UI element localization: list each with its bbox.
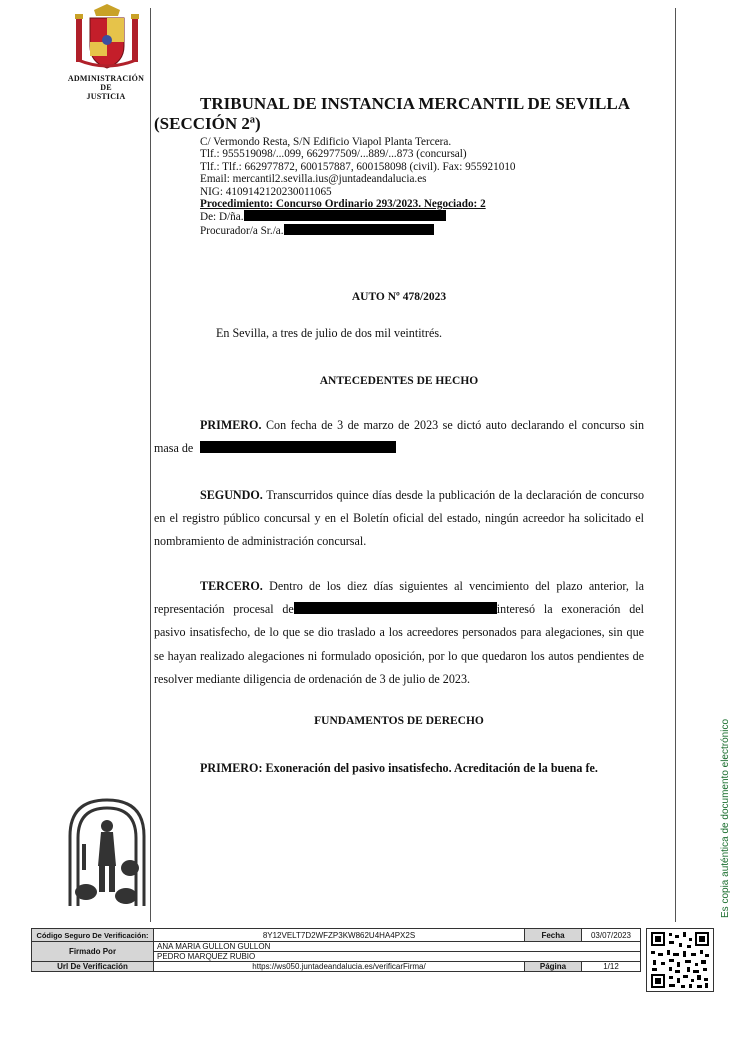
left-margin-line — [150, 8, 151, 922]
redaction-bar — [284, 224, 434, 235]
table-row — [32, 929, 641, 942]
administration-label — [58, 74, 154, 101]
p1-lead: PRIMERO. — [200, 418, 262, 432]
signed-by-label: Firmado Por — [32, 942, 154, 962]
phone-line-1: Tlf.: 955519098/...099, 662977509/...889/...873 (concursal) — [200, 148, 467, 161]
auto-title: AUTO Nº 478/2023 — [351, 291, 447, 303]
place-date: En Sevilla, a tres de julio de dos mil veintitrés. — [216, 326, 443, 340]
coat-of-arms-icon — [72, 2, 142, 72]
address-line: C/ Vermondo Resta, S/N Edificio Viapol Planta Tercera. — [200, 136, 452, 148]
authentic-copy-side-text: Es copia auténtica de documento electrónico — [720, 718, 731, 918]
right-margin-line — [675, 8, 676, 922]
paragraph-tercero — [154, 575, 644, 691]
court-title-text: TRIBUNAL DE INSTANCIA MERCANTIL DE SEVILLA (SECCIÓN 2ª) — [154, 94, 630, 133]
fundamento-primero-heading: PRIMERO: Exoneración del pasivo insatisfecho. Acreditación de la buena fe. — [200, 761, 598, 775]
redaction-bar — [200, 441, 396, 453]
junta-andalucia-logo-icon — [64, 796, 150, 908]
party-line — [200, 210, 516, 223]
p3-text-a: Dentro de los diez días siguientes al vencimiento del plazo anterior, la representación procesal de — [154, 579, 644, 617]
court-title — [154, 94, 654, 134]
signature-table — [31, 928, 641, 972]
admin-line-3: JUSTICIA — [86, 92, 126, 101]
page-number: 1/12 — [582, 962, 641, 972]
fundamentos-heading: FUNDAMENTOS DE DERECHO — [314, 715, 484, 727]
date-value: 03/07/2023 — [582, 929, 641, 942]
verification-url[interactable]: https://ws050.juntadeandalucia.es/verificarFirma/ — [154, 962, 525, 972]
page-label: Página — [525, 962, 582, 972]
date-label: Fecha — [525, 929, 582, 942]
paragraph-segundo — [154, 484, 644, 554]
table-row — [32, 942, 641, 952]
p2-lead: SEGUNDO. — [200, 488, 263, 502]
qr-code-icon — [646, 928, 714, 992]
table-row — [32, 962, 641, 972]
p1-text: Con fecha de 3 de marzo de 2023 se dictó auto declarando el concurso sin masa de — [154, 418, 645, 456]
nig-line: NIG: 4109142120230011065 — [200, 185, 332, 198]
email-line: Email: mercantil2.sevilla.ius@juntadeandalucia.es — [200, 173, 427, 186]
attorney-label: Procurador/a Sr./a. — [200, 224, 284, 237]
url-label: Url De Verificación — [32, 962, 154, 972]
redaction-bar — [244, 210, 446, 221]
attorney-line — [200, 224, 516, 237]
admin-line-1: ADMINISTRACIÓN — [67, 74, 145, 83]
paragraph-primero — [154, 414, 644, 460]
signer-2: PEDRO MARQUEZ RUBIO — [154, 952, 641, 962]
redaction-bar — [294, 602, 497, 614]
p3-text-b: interesó la exoneración del pasivo insatisfecho, de lo que se dio traslado a los acreedores personados para alegaciones, sin que se hayan realizado alegaciones ni formulado oposición, por lo que quedaron los autos pendientes de resolver mediante diligencia de ordenación de 3 de julio de 2023. — [154, 602, 644, 686]
code-label: Código Seguro De Verificación: — [32, 929, 154, 942]
party-label: De: D/ña. — [200, 211, 244, 224]
p3-lead: TERCERO. — [200, 579, 263, 593]
p2-text: Transcurridos quince días desde la publicación de la declaración de concurso en el registro público concursal y en el Boletín oficial del estado, ningún acreedor ha solicitado el nombramiento de administración concursal. — [154, 488, 644, 549]
procedure-line: Procedimiento: Concurso Ordinario 293/2023. Negociado: 2 — [200, 198, 486, 211]
antecedentes-heading: ANTECEDENTES DE HECHO — [319, 375, 479, 387]
phone-line-2: Tlf.: Tlf.: 662977872, 600157887, 600158098 (civil). Fax: 955921010 — [200, 160, 516, 173]
admin-line-2: DE — [100, 83, 112, 92]
court-address-block — [200, 136, 516, 237]
signer-1: ANA MARIA GULLON GULLON — [154, 942, 641, 952]
verification-code: 8Y12VELT7D2WFZP3KW862U4HA4PX2S — [154, 929, 525, 942]
